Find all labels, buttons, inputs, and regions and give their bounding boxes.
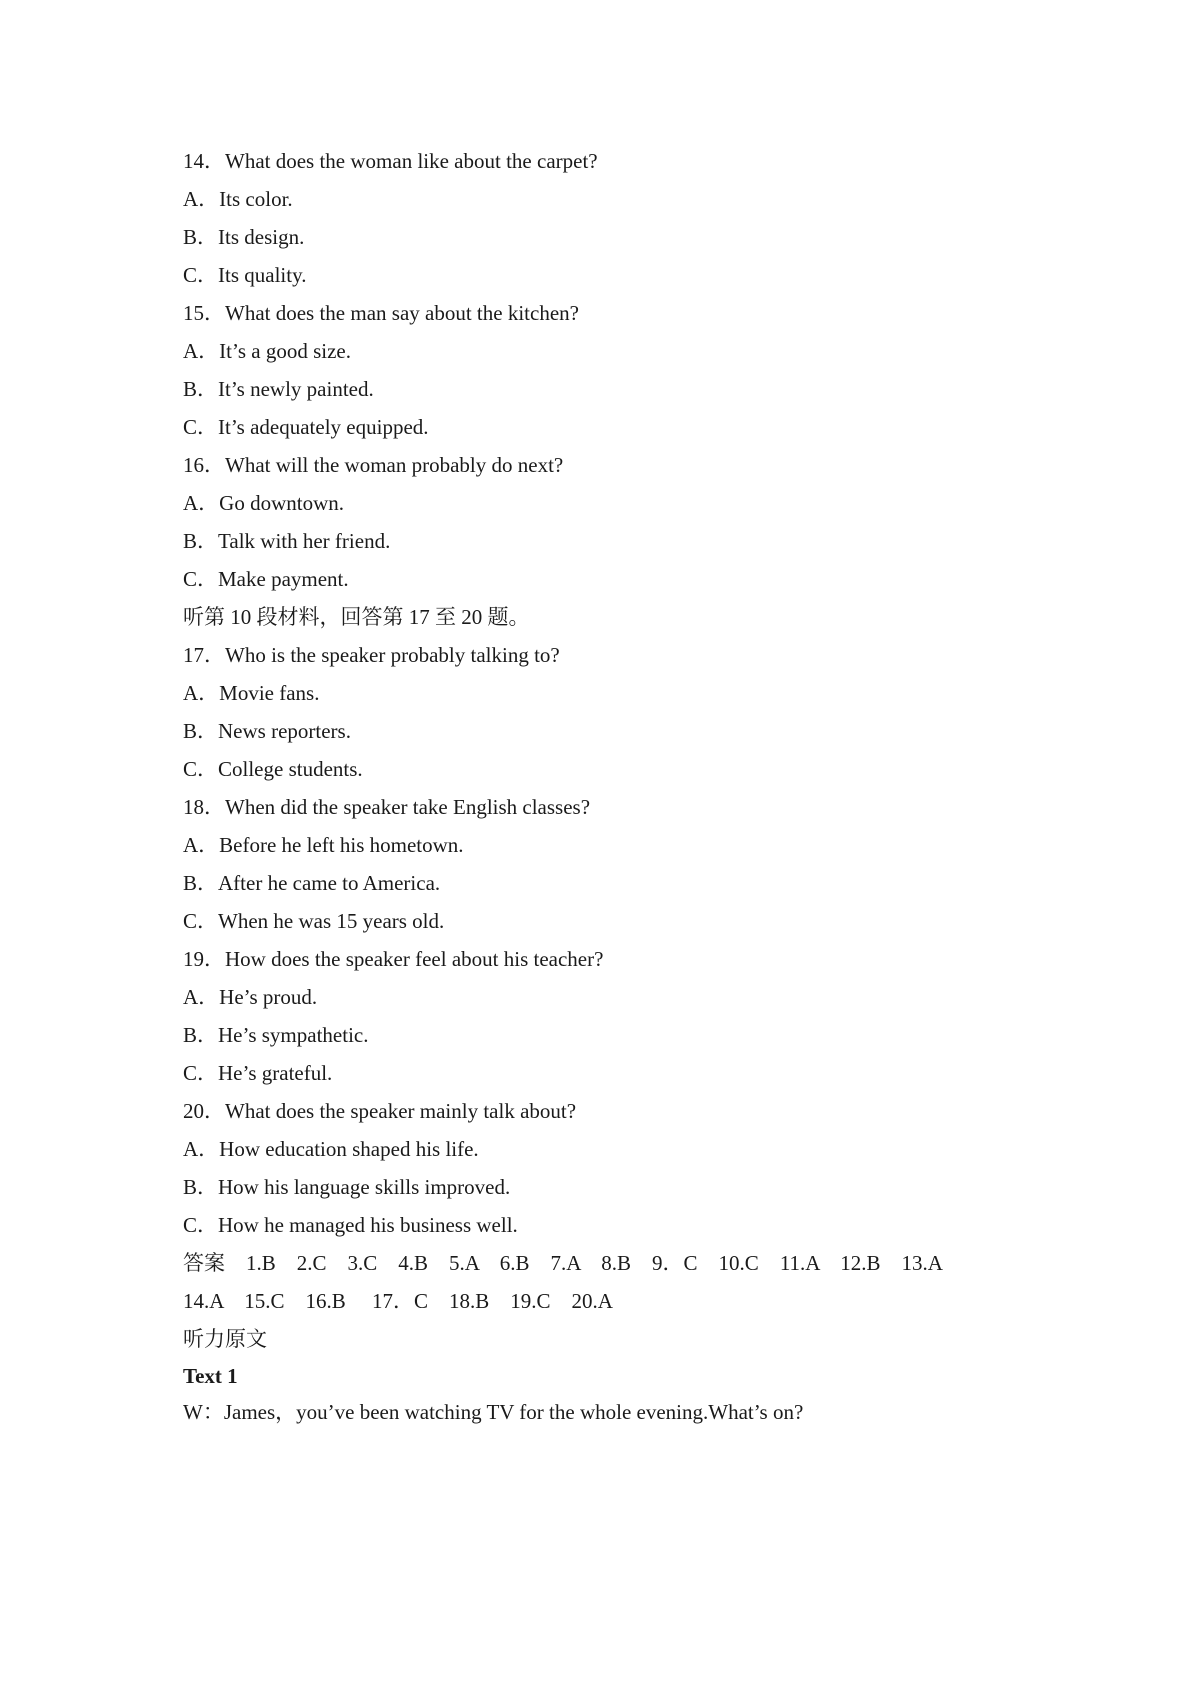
option-20-a: A．How education shaped his life. bbox=[183, 1137, 479, 1161]
answer-key-line-1: 答案 1.B 2.C 3.C 4.B 5.A 6.B 7.A 8.B 9．C 10.C 11.A 12.B 13.A bbox=[183, 1251, 943, 1275]
option-16-a: A．Go downtown. bbox=[183, 491, 344, 515]
option-16-b: B．Talk with her friend. bbox=[183, 529, 391, 553]
option-20-b: B．How his language skills improved. bbox=[183, 1175, 511, 1199]
option-17-c: C．College students. bbox=[183, 757, 363, 781]
option-16-c: C．Make payment. bbox=[183, 567, 349, 591]
text1-dialogue-line: W：James，you’ve been watching TV for the whole evening.What’s on? bbox=[183, 1400, 804, 1424]
option-19-b: B．He’s sympathetic. bbox=[183, 1023, 369, 1047]
question-18: 18．When did the speaker take English classes? bbox=[183, 795, 591, 819]
option-17-b: B．News reporters. bbox=[183, 719, 351, 743]
option-17-a: A．Movie fans. bbox=[183, 681, 320, 705]
option-19-c: C．He’s grateful. bbox=[183, 1061, 333, 1085]
option-14-c: C．Its quality. bbox=[183, 263, 307, 287]
question-14: 14．What does the woman like about the carpet? bbox=[183, 149, 598, 173]
option-18-c: C．When he was 15 years old. bbox=[183, 909, 445, 933]
option-14-a: A．Its color. bbox=[183, 187, 293, 211]
question-20: 20．What does the speaker mainly talk about? bbox=[183, 1099, 577, 1123]
question-19: 19．How does the speaker feel about his teacher? bbox=[183, 947, 604, 971]
section-instruction: 听第 10 段材料，回答第 17 至 20 题。 bbox=[183, 605, 530, 629]
option-15-c: C．It’s adequately equipped. bbox=[183, 415, 429, 439]
question-17: 17．Who is the speaker probably talking to? bbox=[183, 643, 560, 667]
option-14-b: B．Its design. bbox=[183, 225, 305, 249]
answer-key-line-2: 14.A 15.C 16.B 17．C 18.B 19.C 20.A bbox=[183, 1289, 613, 1313]
text1-heading: Text 1 bbox=[183, 1364, 238, 1388]
question-15: 15．What does the man say about the kitchen? bbox=[183, 301, 579, 325]
transcript-heading: 听力原文 bbox=[183, 1327, 267, 1351]
option-18-b: B．After he came to America. bbox=[183, 871, 441, 895]
option-19-a: A．He’s proud. bbox=[183, 985, 318, 1009]
option-15-b: B．It’s newly painted. bbox=[183, 377, 374, 401]
option-18-a: A．Before he left his hometown. bbox=[183, 833, 464, 857]
option-15-a: A．It’s a good size. bbox=[183, 339, 351, 363]
option-20-c: C．How he managed his business well. bbox=[183, 1213, 518, 1237]
question-16: 16．What will the woman probably do next? bbox=[183, 453, 564, 477]
